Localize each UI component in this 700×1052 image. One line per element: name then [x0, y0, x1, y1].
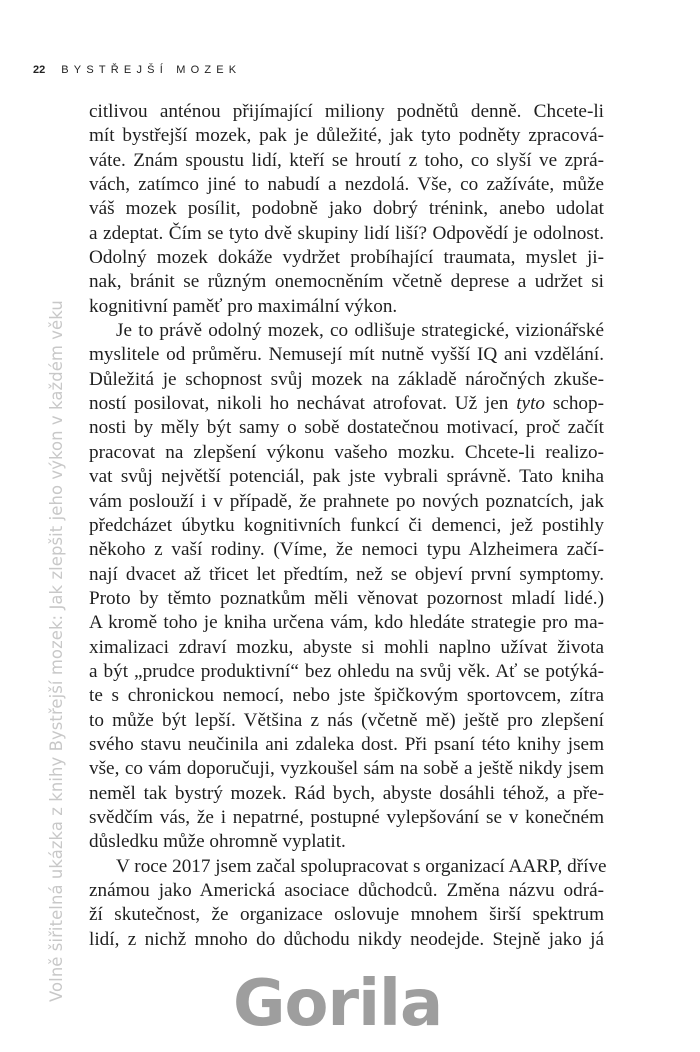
- text-line: neměl tak bystrý mozek. Rád bych, abyste dosáhli téhož, a pře-: [89, 782, 604, 804]
- text-line: nosti by měly být samy o sobě dostatečnou motivací, proč začít: [89, 417, 604, 439]
- text-line: a být „prudce produktivní“ bez ohledu na svůj věk. Ať se potýká-: [89, 660, 604, 682]
- text-line: předcházet úbytku kognitivních funkcí či demenci, jež postihly: [89, 514, 604, 536]
- paragraph: [89, 319, 604, 855]
- text-line: V roce 2017 jsem začal spolupracovat s organizací AARP, dříve: [116, 855, 607, 877]
- page-number: 22: [33, 64, 46, 76]
- text-line: Je to právě odolný mozek, co odlišuje strategické, vizionářské: [116, 320, 604, 342]
- text-line: te s chronickou nemocí, nebo jste špičkovým sportovcem, zítra: [89, 685, 604, 707]
- text-line: vše, co vám doporučuji, vyzkoušel sám na sobě a ještě nikdy jsem: [89, 758, 604, 780]
- text-line: známou jako Americká asociace důchodců. Změna názvu odrá-: [89, 880, 604, 901]
- running-head: [33, 64, 241, 76]
- text-line: [89, 392, 604, 416]
- text-line: důsledku může ohromně vyplatit.: [89, 831, 346, 853]
- text-line: někoho z vaší rodiny. (Víme, že nemoci typu Alzheimera začí-: [89, 539, 604, 561]
- text-line: svého stavu neučinila ani zdaleka dost. Při psaní této knihy jsem: [89, 733, 604, 755]
- body-text: [89, 100, 607, 952]
- text-line: myslitele od průměru. Nemusejí mít nutně vyšší IQ ani vzdělání.: [89, 344, 604, 366]
- text-line: váš mozek posílit, podobně jako dobrý trénink, anebo udolat: [89, 198, 604, 220]
- text-line: vách, zatímco jiné to nabudí a nezdolá. Vše, co zažíváte, může: [89, 174, 604, 196]
- text-line: mít bystřejší mozek, pak je důležité, jak tyto podněty zpracová-: [89, 125, 604, 147]
- text-segment: ností posilovat, nikoli ho nechávat atrofovat. Už jen: [89, 393, 517, 415]
- text-line: ží skutečnost, že organizace oslovuje mnohem širší spektrum: [89, 904, 604, 926]
- text-line: ximalizaci zdraví mozku, abyste si mohli naplno užívat života: [89, 636, 604, 658]
- text-line: citlivou anténou přijímající miliony podnětů denně. Chcete-li: [89, 101, 604, 122]
- text-line: A kromě toho je kniha určena vám, kdo hledáte strategie pro ma-: [89, 612, 604, 634]
- text-line: a zdeptat. Čím se tyto dvě skupiny lidí liší? Odpovědí je odolnost.: [89, 222, 604, 244]
- paragraph: [89, 100, 604, 319]
- text-line: vat svůj největší potenciál, pak jste vybrali správně. Tato kniha: [89, 466, 604, 488]
- side-note-vertical: Volně šiřitelná ukázka z knihy Bystřejší mozek: Jak zlepšit jeho výkon v každém věku: [47, 300, 66, 1002]
- italic-text: tyto: [516, 393, 545, 415]
- text-segment: schop-: [545, 393, 604, 415]
- paragraph: [89, 855, 607, 952]
- text-line: kognitivní paměť pro maximální výkon.: [89, 295, 398, 317]
- text-line: svědčím vás, že i nepatrné, postupné vylepšování se v konečném: [89, 806, 604, 828]
- text-line: váte. Znám spoustu lidí, kteří se hroutí z toho, co slyší ve zprá-: [89, 149, 604, 171]
- text-line: nak, bránit se různým onemocněním včetně deprese a udržet si: [89, 271, 604, 293]
- text-line: Důležitá je schopnost svůj mozek na základě náročných zkuše-: [89, 368, 604, 390]
- text-line: nají dvacet až třicet let předtím, než se objeví první symptomy.: [89, 563, 604, 585]
- watermark-logo: Gorila: [233, 967, 443, 1041]
- running-head-title: BYSTŘEJŠÍ MOZEK: [61, 64, 242, 76]
- text-line: vám poslouží i v případě, že prahnete po nových poznatcích, jak: [89, 490, 604, 512]
- text-line: lidí, z nichž mnoho do důchodu nikdy neodejde. Stejně jako já: [89, 928, 604, 950]
- text-line: Proto by těmto poznatkům měli věnovat pozornost mladí lidé.): [89, 587, 604, 609]
- text-line: Odolný mozek dokáže vydržet probíhající traumata, myslet ji-: [89, 247, 604, 269]
- text-line: to může být lepší. Většina z nás (včetně mě) ještě pro zlepšení: [89, 709, 604, 731]
- text-line: pracovat na zlepšení výkonu vašeho mozku. Chcete-li realizo-: [89, 441, 604, 463]
